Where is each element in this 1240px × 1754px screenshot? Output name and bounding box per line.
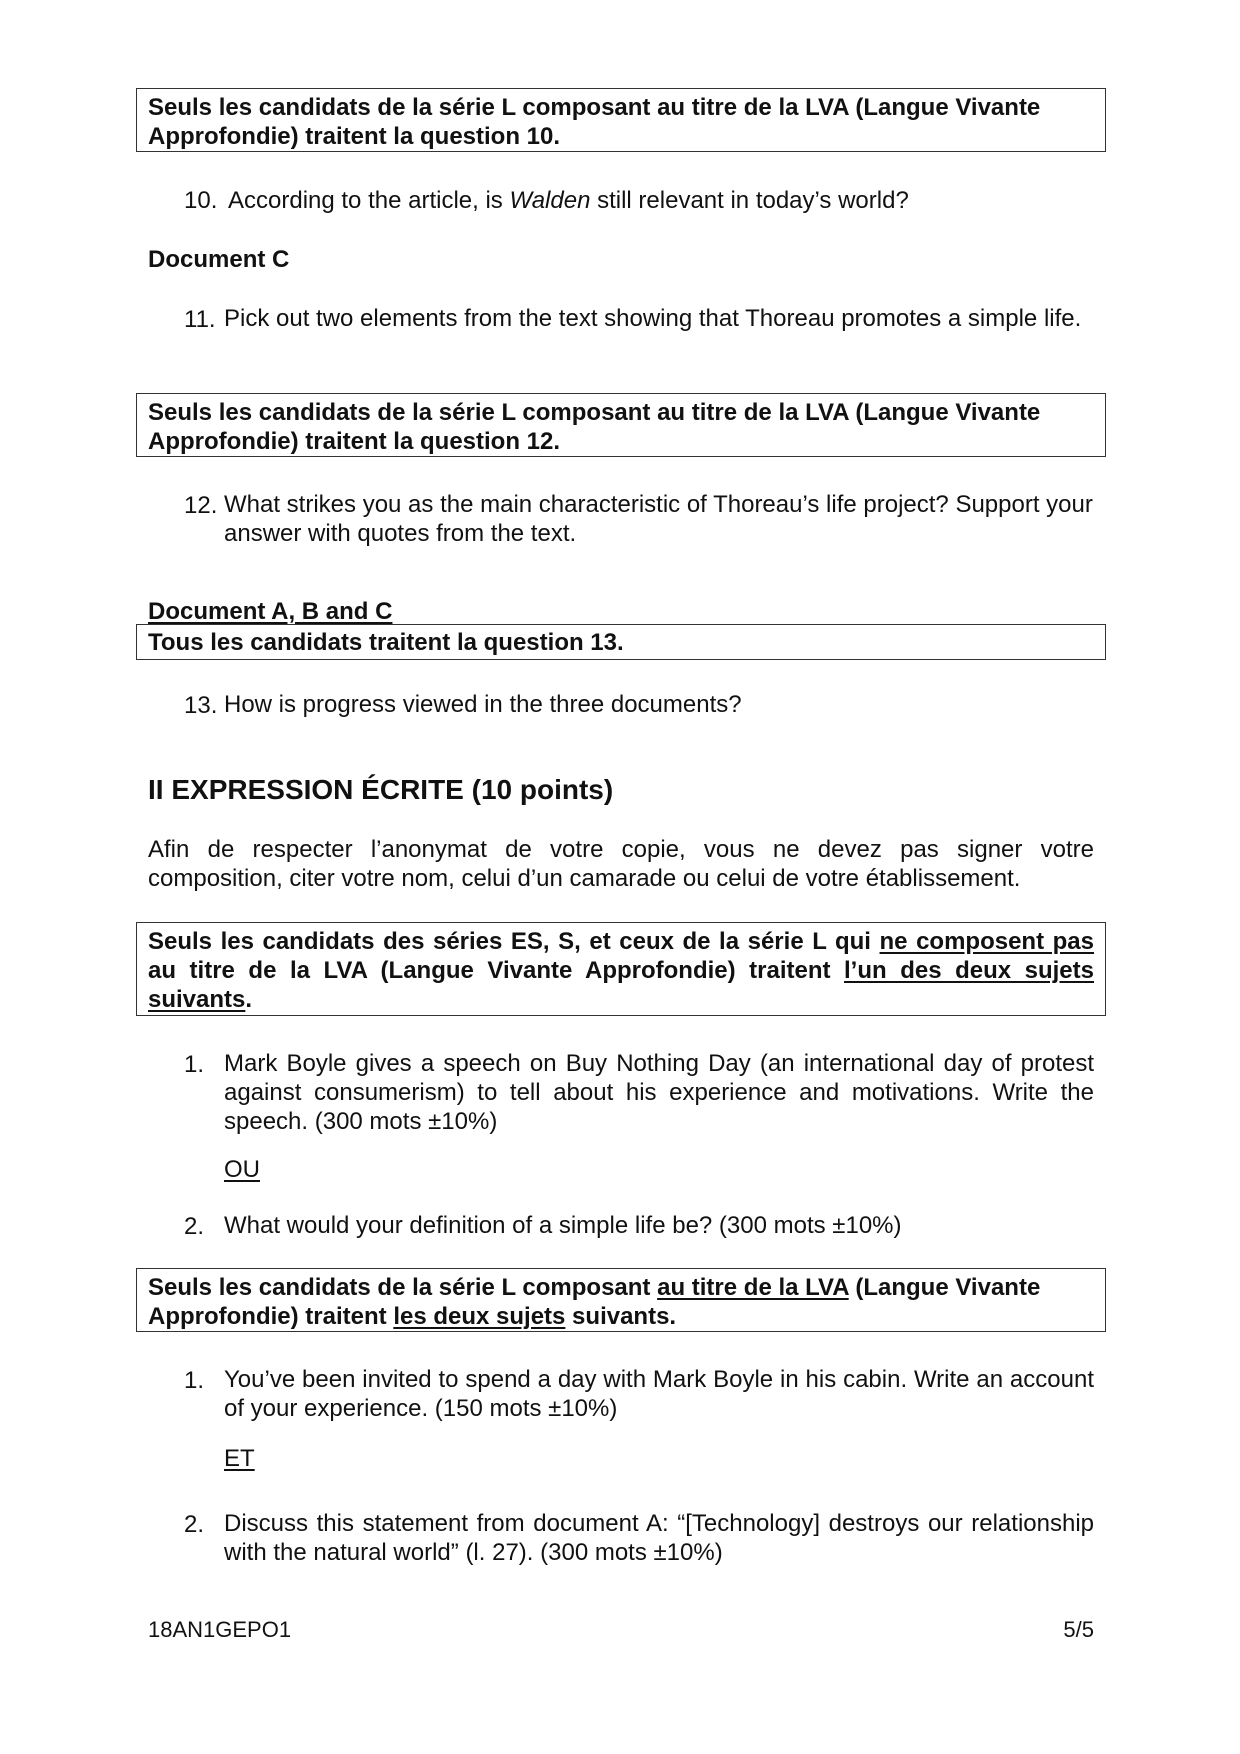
instruction-text: Seuls les candidats de la série L composant au titre de la LVA (Langue Vivante Approfondie) traitent la question 10. — [148, 94, 1041, 150]
instruction-text: Seuls les candidats de la série L composant — [148, 1274, 658, 1301]
question-11: Pick out two elements from the text showing that Thoreau promotes a simple life. — [224, 305, 1082, 332]
instruction-text: Seuls les candidats de la série L composant au titre de la LVA (Langue Vivante Approfondie) traitent la question 12. — [148, 399, 1041, 455]
instruction-box-lva — [136, 1268, 1106, 1332]
instruction-text: au titre de la LVA (Langue Vivante Approfondie) traitent — [148, 957, 845, 984]
question-10 — [228, 186, 1098, 215]
question-12: What strikes you as the main characteristic of Thoreau’s life project? Support your answer with quotes from the text. — [224, 491, 1093, 547]
question-text-after: still relevant in today’s world? — [590, 187, 909, 214]
instruction-box-q10 — [136, 88, 1106, 152]
instruction-emphasis: l’un des deux sujets suivants — [148, 957, 1094, 1013]
subject-a2: What would your definition of a simple life be? (300 mots ±10%) — [224, 1212, 902, 1239]
and-separator: ET — [224, 1445, 255, 1472]
instruction-emphasis: au titre de la LVA — [657, 1274, 849, 1301]
instruction-text: . — [245, 986, 253, 1013]
document-abc-heading: Document A, B and C — [148, 598, 393, 625]
question-number: 12. — [184, 492, 218, 519]
footer-exam-code: 18AN1GEPO1 — [148, 1617, 292, 1642]
subject-number: 2. — [184, 1511, 205, 1538]
question-13: How is progress viewed in the three documents? — [224, 691, 742, 718]
instruction-box-q13 — [136, 624, 1106, 660]
instruction-text: Tous les candidats traitent la question 13. — [148, 629, 624, 656]
book-title: Walden — [509, 187, 591, 214]
question-number: 10. — [184, 187, 218, 214]
instruction-text: Seuls les candidats des séries ES, S, et ceux de la série L qui — [148, 928, 880, 955]
document-c-heading: Document C — [148, 246, 290, 273]
subject-number: 1. — [184, 1051, 205, 1078]
section-heading: II EXPRESSION ÉCRITE (10 points) — [148, 774, 614, 805]
anonymity-notice: Afin de respecter l’anonymat de votre copie, vous ne devez pas signer votre composition, citer votre nom, celui d’un camarade ou celui de votre établissement. — [148, 836, 1094, 892]
footer-page-number: 5/5 — [1063, 1617, 1094, 1642]
instruction-box-q12 — [136, 393, 1106, 457]
instruction-text: (Langue Vivante Approfondie) traitent — [148, 1274, 1041, 1330]
subject-number: 1. — [184, 1367, 205, 1394]
instruction-emphasis: ne composent pas — [879, 928, 1094, 955]
question-text-before: According to the article, is — [228, 187, 510, 214]
instruction-box-es-s — [136, 922, 1106, 1016]
subject-b2: Discuss this statement from document A: “[Technology] destroys our relationship with the natural world” (l. 27). (300 mots ±10%) — [224, 1510, 1094, 1566]
or-separator: OU — [224, 1156, 260, 1183]
question-number: 11. — [184, 306, 216, 333]
subject-number: 2. — [184, 1213, 205, 1240]
instruction-text: suivants. — [565, 1303, 677, 1330]
subject-a1: Mark Boyle gives a speech on Buy Nothing Day (an international day of protest against consumerism) to tell about his experience and motivations. Write the speech. (300 mots ±10%) — [224, 1050, 1094, 1135]
subject-b1: You’ve been invited to spend a day with Mark Boyle in his cabin. Write an account of your experience. (150 mots ±10%) — [224, 1366, 1094, 1422]
instruction-emphasis: les deux sujets — [393, 1303, 566, 1330]
question-number: 13. — [184, 692, 218, 719]
